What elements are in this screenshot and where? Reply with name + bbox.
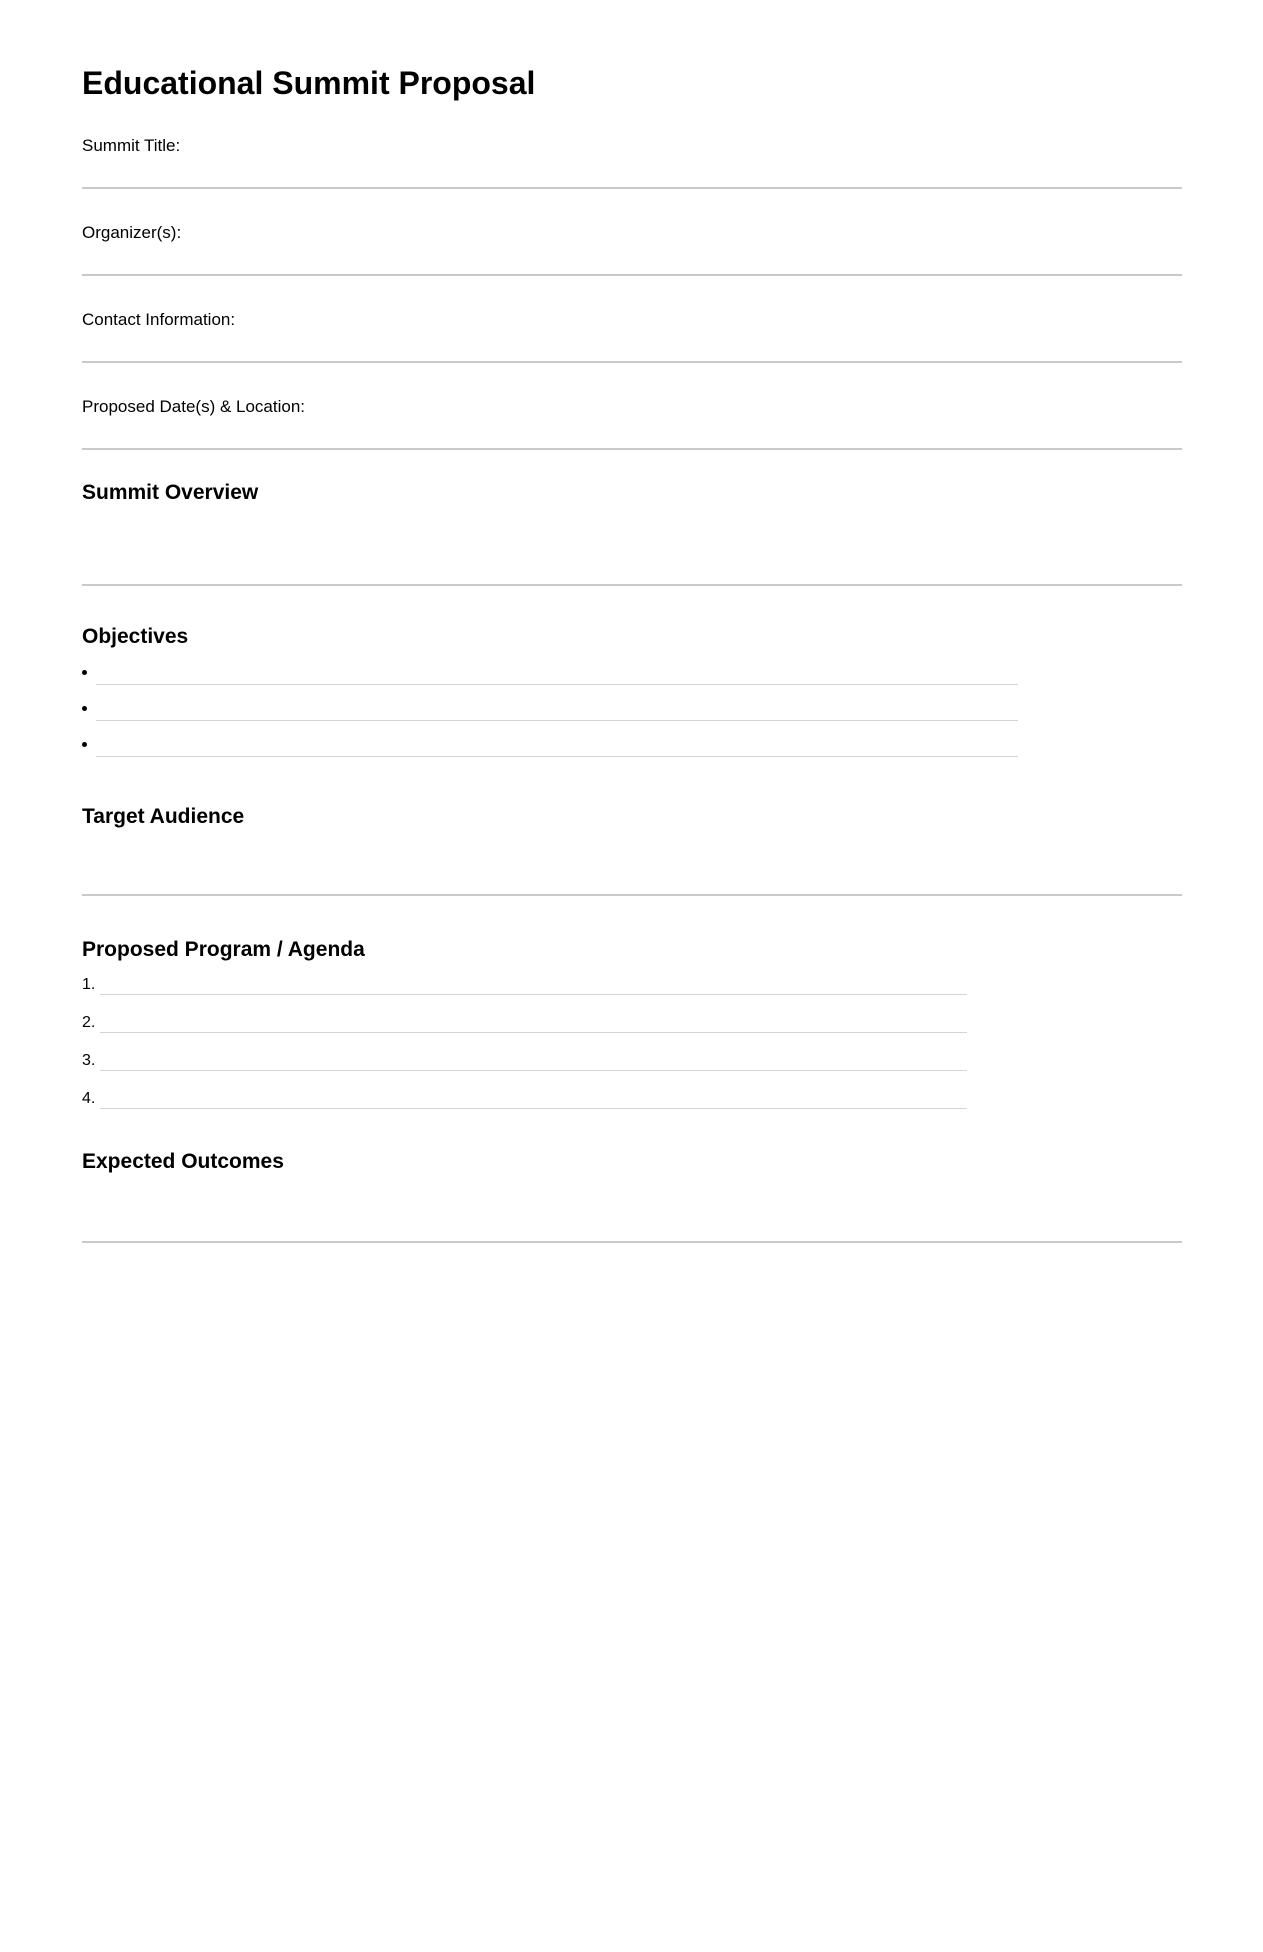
bullet-icon (82, 742, 87, 747)
objective-item-2 (82, 701, 1182, 721)
field-date-location (82, 397, 1182, 450)
proposal-document (0, 64, 1263, 1952)
objective-item-1 (82, 665, 1182, 685)
organizers-blank[interactable] (82, 243, 1182, 276)
contact-information-label: Contact Information: (82, 310, 236, 329)
summit-title-label: Summit Title: (82, 136, 181, 155)
agenda-item-2-blank[interactable] (100, 1013, 967, 1033)
objective-blank-1[interactable] (96, 665, 1018, 685)
agenda-heading: Proposed Program / Agenda (82, 938, 365, 961)
document-title: Educational Summit Proposal (82, 65, 536, 101)
agenda-item-1-blank[interactable] (100, 975, 967, 995)
objective-blank-3[interactable] (96, 737, 1018, 757)
summit-title-blank[interactable] (82, 156, 1182, 189)
expected-outcomes-heading: Expected Outcomes (82, 1150, 284, 1173)
expected-outcomes-response-area[interactable] (82, 1174, 1182, 1243)
organizers-label: Organizer(s): (82, 223, 182, 242)
objective-blank-2[interactable] (96, 701, 1018, 721)
date-location-blank[interactable] (82, 417, 1182, 450)
bullet-icon (82, 706, 87, 711)
agenda-item-2-number: 2. (82, 1014, 96, 1031)
agenda-item-3-number: 3. (82, 1052, 96, 1069)
agenda-item-3 (82, 1051, 1182, 1071)
field-organizers (82, 223, 1182, 276)
target-audience-response-area[interactable] (82, 829, 1182, 896)
agenda-item-4-blank[interactable] (100, 1089, 967, 1109)
contact-information-blank[interactable] (82, 330, 1182, 363)
agenda-item-4-number: 4. (82, 1090, 96, 1107)
objective-item-3 (82, 737, 1182, 757)
field-contact-information (82, 310, 1182, 363)
agenda-item-4 (82, 1089, 1182, 1109)
target-audience-heading: Target Audience (82, 805, 245, 828)
field-summit-title (82, 136, 1182, 189)
date-location-label: Proposed Date(s) & Location: (82, 397, 306, 416)
agenda-item-3-blank[interactable] (100, 1051, 967, 1071)
bullet-icon (82, 670, 87, 675)
objectives-heading: Objectives (82, 625, 189, 648)
agenda-item-1 (82, 975, 1182, 995)
agenda-item-1-number: 1. (82, 976, 96, 993)
summit-overview-heading: Summit Overview (82, 481, 259, 504)
summit-overview-response-area[interactable] (82, 505, 1182, 586)
agenda-item-2 (82, 1013, 1182, 1033)
